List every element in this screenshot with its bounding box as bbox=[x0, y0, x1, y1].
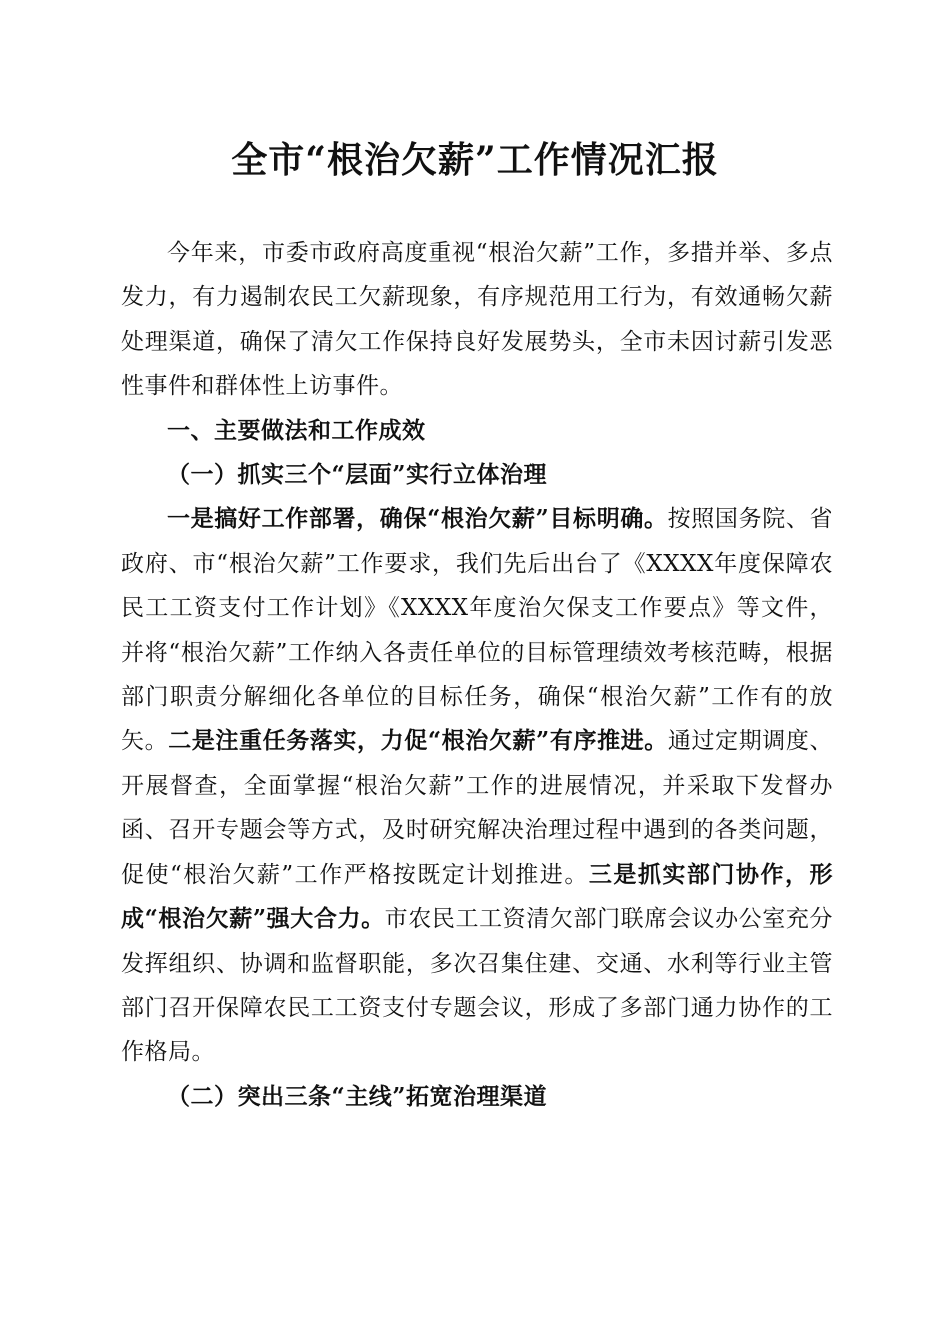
subsection-heading-1: （一）抓实三个“层面”实行立体治理 bbox=[167, 461, 547, 489]
document-title: 全市“根治欠薪”工作情况汇报 bbox=[231, 139, 719, 181]
point-3-text: 市农民工工资清欠部门联席会议办公室充分发挥组织、协调和监督职能，多次召集住建、交通、水利等行业主管部门召开保障农民工工资支付专题会议，形成了多部门通力协作的工作格局。 bbox=[121, 906, 833, 1066]
point-1-text: 按照国务院、省政府、市“根治欠薪”工作要求，我们先后出台了《XXXX年度保障农民工工资支付工作计划》《XXXX年度治欠保支工作要点》等文件，并将“根治欠薪”工作纳入各责任单位的目标管理绩效考核范畴，根据部门职责分解细化各单位的目标任务，确保“根治欠薪”工作有的放矢。 bbox=[121, 506, 834, 755]
point-2-lead: 二是注重任务落实，力促“根治欠薪”有序推进。 bbox=[168, 727, 668, 755]
intro-paragraph: 今年来，市委市政府高度重视“根治欠薪”工作，多措并举、多点发力，有力遏制农民工欠薪现象，有序规范用工行为，有效通畅欠薪处理渠道，确保了清欠工作保持良好发展势头，全市未因讨薪引发恶性事件和群体性上访事件。 bbox=[121, 240, 833, 400]
subsection-heading-2: （二）突出三条“主线”拓宽治理渠道 bbox=[167, 1082, 547, 1110]
point-3-lead: 三是抓实部门协作，形成“根治欠薪”强大合力。 bbox=[121, 860, 833, 933]
point-1-lead: 一是搞好工作部署，确保“根治欠薪”目标明确。 bbox=[167, 505, 668, 533]
subsection-1-paragraph bbox=[121, 497, 833, 1074]
document-body bbox=[121, 231, 833, 1119]
section-heading-1: 一、主要做法和工作成效 bbox=[167, 417, 426, 444]
point-2-text: 通过定期调度、开展督查，全面掌握“根治欠薪”工作的进展情况，并采取下发督办函、召开专题会等方式，及时研究解决治理过程中遇到的各类问题，促使“根治欠薪”工作严格按既定计划推进。 bbox=[121, 728, 833, 888]
